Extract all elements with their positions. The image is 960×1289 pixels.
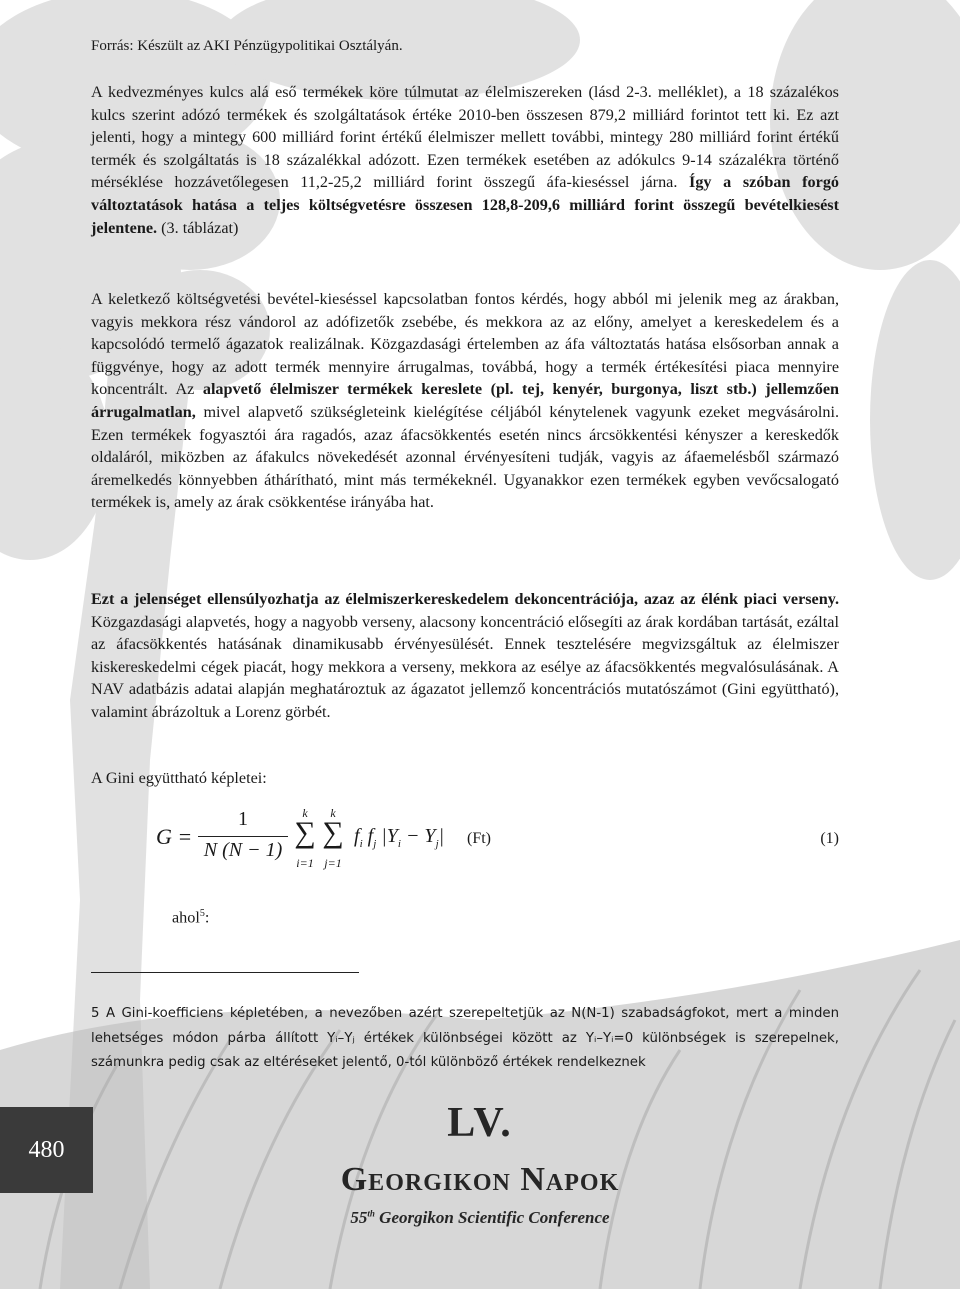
paragraph-text: mivel alapvető szükségleteink kielégítése céljából kénytelenek vagyunk ezeket megvásárolni. Ezen termékek fogyasztói ára ragadós, azaz áfacsökkentés esetén nincs árcsökkentési kényszer a kereskedők oldaláról, miközben az áfakulcs növekedését azonnal érvényesíteni tudják, vagyis az áfaemelésből származó áremelkedés könnyebben áthárítható, mint más termékeknél. Ugyanakkor ezen termékek egyben vevőcsalogató termékek is, amely az árak csökkentése irányába hat.	[91, 402, 840, 512]
paragraph-text: A kedvezményes kulcs alá eső termékek köre túlmutat az élelmiszereken (lásd 2-3. melléklet), a 18 százalékos kulcs szerint adózó termékek és szolgáltatások értéke 2010-ben összesen 879,2 milliárd forintot tett ki. Ez azt jelenti, hogy a mintegy 600 milliárd forint értékű élelmiszer mellett további, mintegy 280 milliárd forint értékű termék és szolgáltatás is 18 százalékkal adózott. Ezen termékek esetében az adókulcs 9-14 százalékra történő mérséklése hozzávetőlegesen 11,2-25,2 milliárd forint összegű áfa-kieséssel járna.	[91, 83, 839, 192]
paragraph-text: Közgazdasági alapvetés, hogy a nagyobb verseny, alacsony koncentráció elősegíti az árak kordában tartását, ezáltal az áfacsökkentés hatásának dinamikusabb érvényesülését. Ennek tesztelésére megvizsgáltuk az élelmiszer kiskereskedelmi cégek piacát, hogy mekkora a verseny, mekkora az esélye az áfacsökkentés megvalósulásának. A NAV adatbázis adatai alapján meghatároztuk az ágazatot jellemző koncentrációs mutatószámot (Gini együttható), valamint ábrázoltuk a Lorenz görbét.	[91, 612, 839, 721]
footnote-marker: 5	[91, 1006, 100, 1021]
footnote-ref: 5	[199, 908, 205, 919]
formula-numerator: 1	[238, 808, 248, 830]
sigma-symbol-j: ∑	[322, 816, 344, 849]
where-text: ahol	[172, 908, 200, 927]
paragraph-text: A keletkező költségvetési bevétel-kieséssel kapcsolatban fontos kérdés, hogy abból mi jelenik meg az árakban, vagyis mekkora rész vándorol az adófizetők zsebébe, és mekkora az az előny, amelyet a kereskedelem és a kapcsolódó termelő ágazatok realizálnak. Közgazdasági értelemben az áfa változtatás hatása elsősorban annak a függvénye, hogy az adott termék mennyire árrugalmas, továbbá, hogy a termék értékesítési piaca mennyire koncentrált. Az	[91, 290, 839, 399]
equation-number: (1)	[820, 830, 839, 847]
footnote-divider	[91, 972, 359, 973]
footnote-text: A Gini-koefficiens képletében, a nevezőben azért szerepeltetjük az N(N-1) szabadságfokot, mert a minden lehetséges módon párba állított Yᵢ–Yⱼ értékek különbségei között az Yᵢ–Yᵢ=0 különbségek is szerepelnek, számunkra pedig csak az eltéréseket jelentő, 0-tól különböző értékek rendelkeznek	[91, 1006, 839, 1070]
conference-banner	[300, 1100, 660, 1228]
page-number-badge: 480	[0, 1107, 93, 1193]
conference-roman-numeral: LV.	[447, 1100, 513, 1146]
sum-lower-limit-i: i=1	[296, 856, 314, 870]
fraction-bar	[198, 836, 288, 837]
sum-lower-limit-j: j=1	[324, 856, 342, 870]
paragraph-budget-loss	[91, 288, 839, 514]
paragraph-bold-text: Így a szóban forgó változtatások hatása a teljes költségvetésre összesen 128,8-209,6 milliárd forint összegű bevételkiesést jelentene.	[91, 173, 840, 237]
formula-denominator: N (N − 1)	[203, 839, 283, 861]
sigma-symbol-i: ∑	[294, 816, 316, 849]
table-reference: (3. táblázat)	[161, 218, 239, 237]
gini-formula-label: A Gini együttható képletei:	[91, 769, 267, 787]
conference-subtitle	[300, 1208, 660, 1228]
formula-lhs: G =	[156, 824, 193, 849]
conference-subtitle-text: Georgikon Scientific Conference	[379, 1208, 610, 1227]
gini-formula	[156, 808, 839, 878]
formula-unit: (Ft)	[467, 830, 491, 847]
footnote	[91, 1002, 839, 1076]
source-note: Forrás: Készült az AKI Pénzügypolitikai Osztályán.	[91, 38, 403, 54]
paragraph-bold-text: alapvető élelmiszer termékek kereslete (pl. tej, kenyér, burgonya, liszt stb.) jellemzően árrugalmatlan,	[91, 380, 840, 421]
conference-name: Georgikon Napok	[340, 1161, 620, 1198]
formula-summand: $f_i$ $f_j$ $|Y_i - Y_j|$	[354, 825, 445, 850]
sum-upper-limit-i: k	[302, 806, 308, 820]
conference-ordinal-suffix: th	[367, 1208, 375, 1219]
where-label	[172, 908, 209, 927]
where-colon: :	[204, 908, 210, 927]
paragraph-bold-text: Ezt a jelenséget ellensúlyozhatja az élelmiszerkereskedelem dekoncentrációja, azaz az élénk piaci verseny.	[91, 590, 839, 608]
sum-upper-limit-j: k	[330, 806, 336, 820]
paragraph-vat-products	[91, 81, 839, 239]
formula-fraction	[198, 808, 288, 862]
conference-ordinal: 55	[350, 1208, 368, 1227]
paragraph-competition	[91, 588, 839, 724]
